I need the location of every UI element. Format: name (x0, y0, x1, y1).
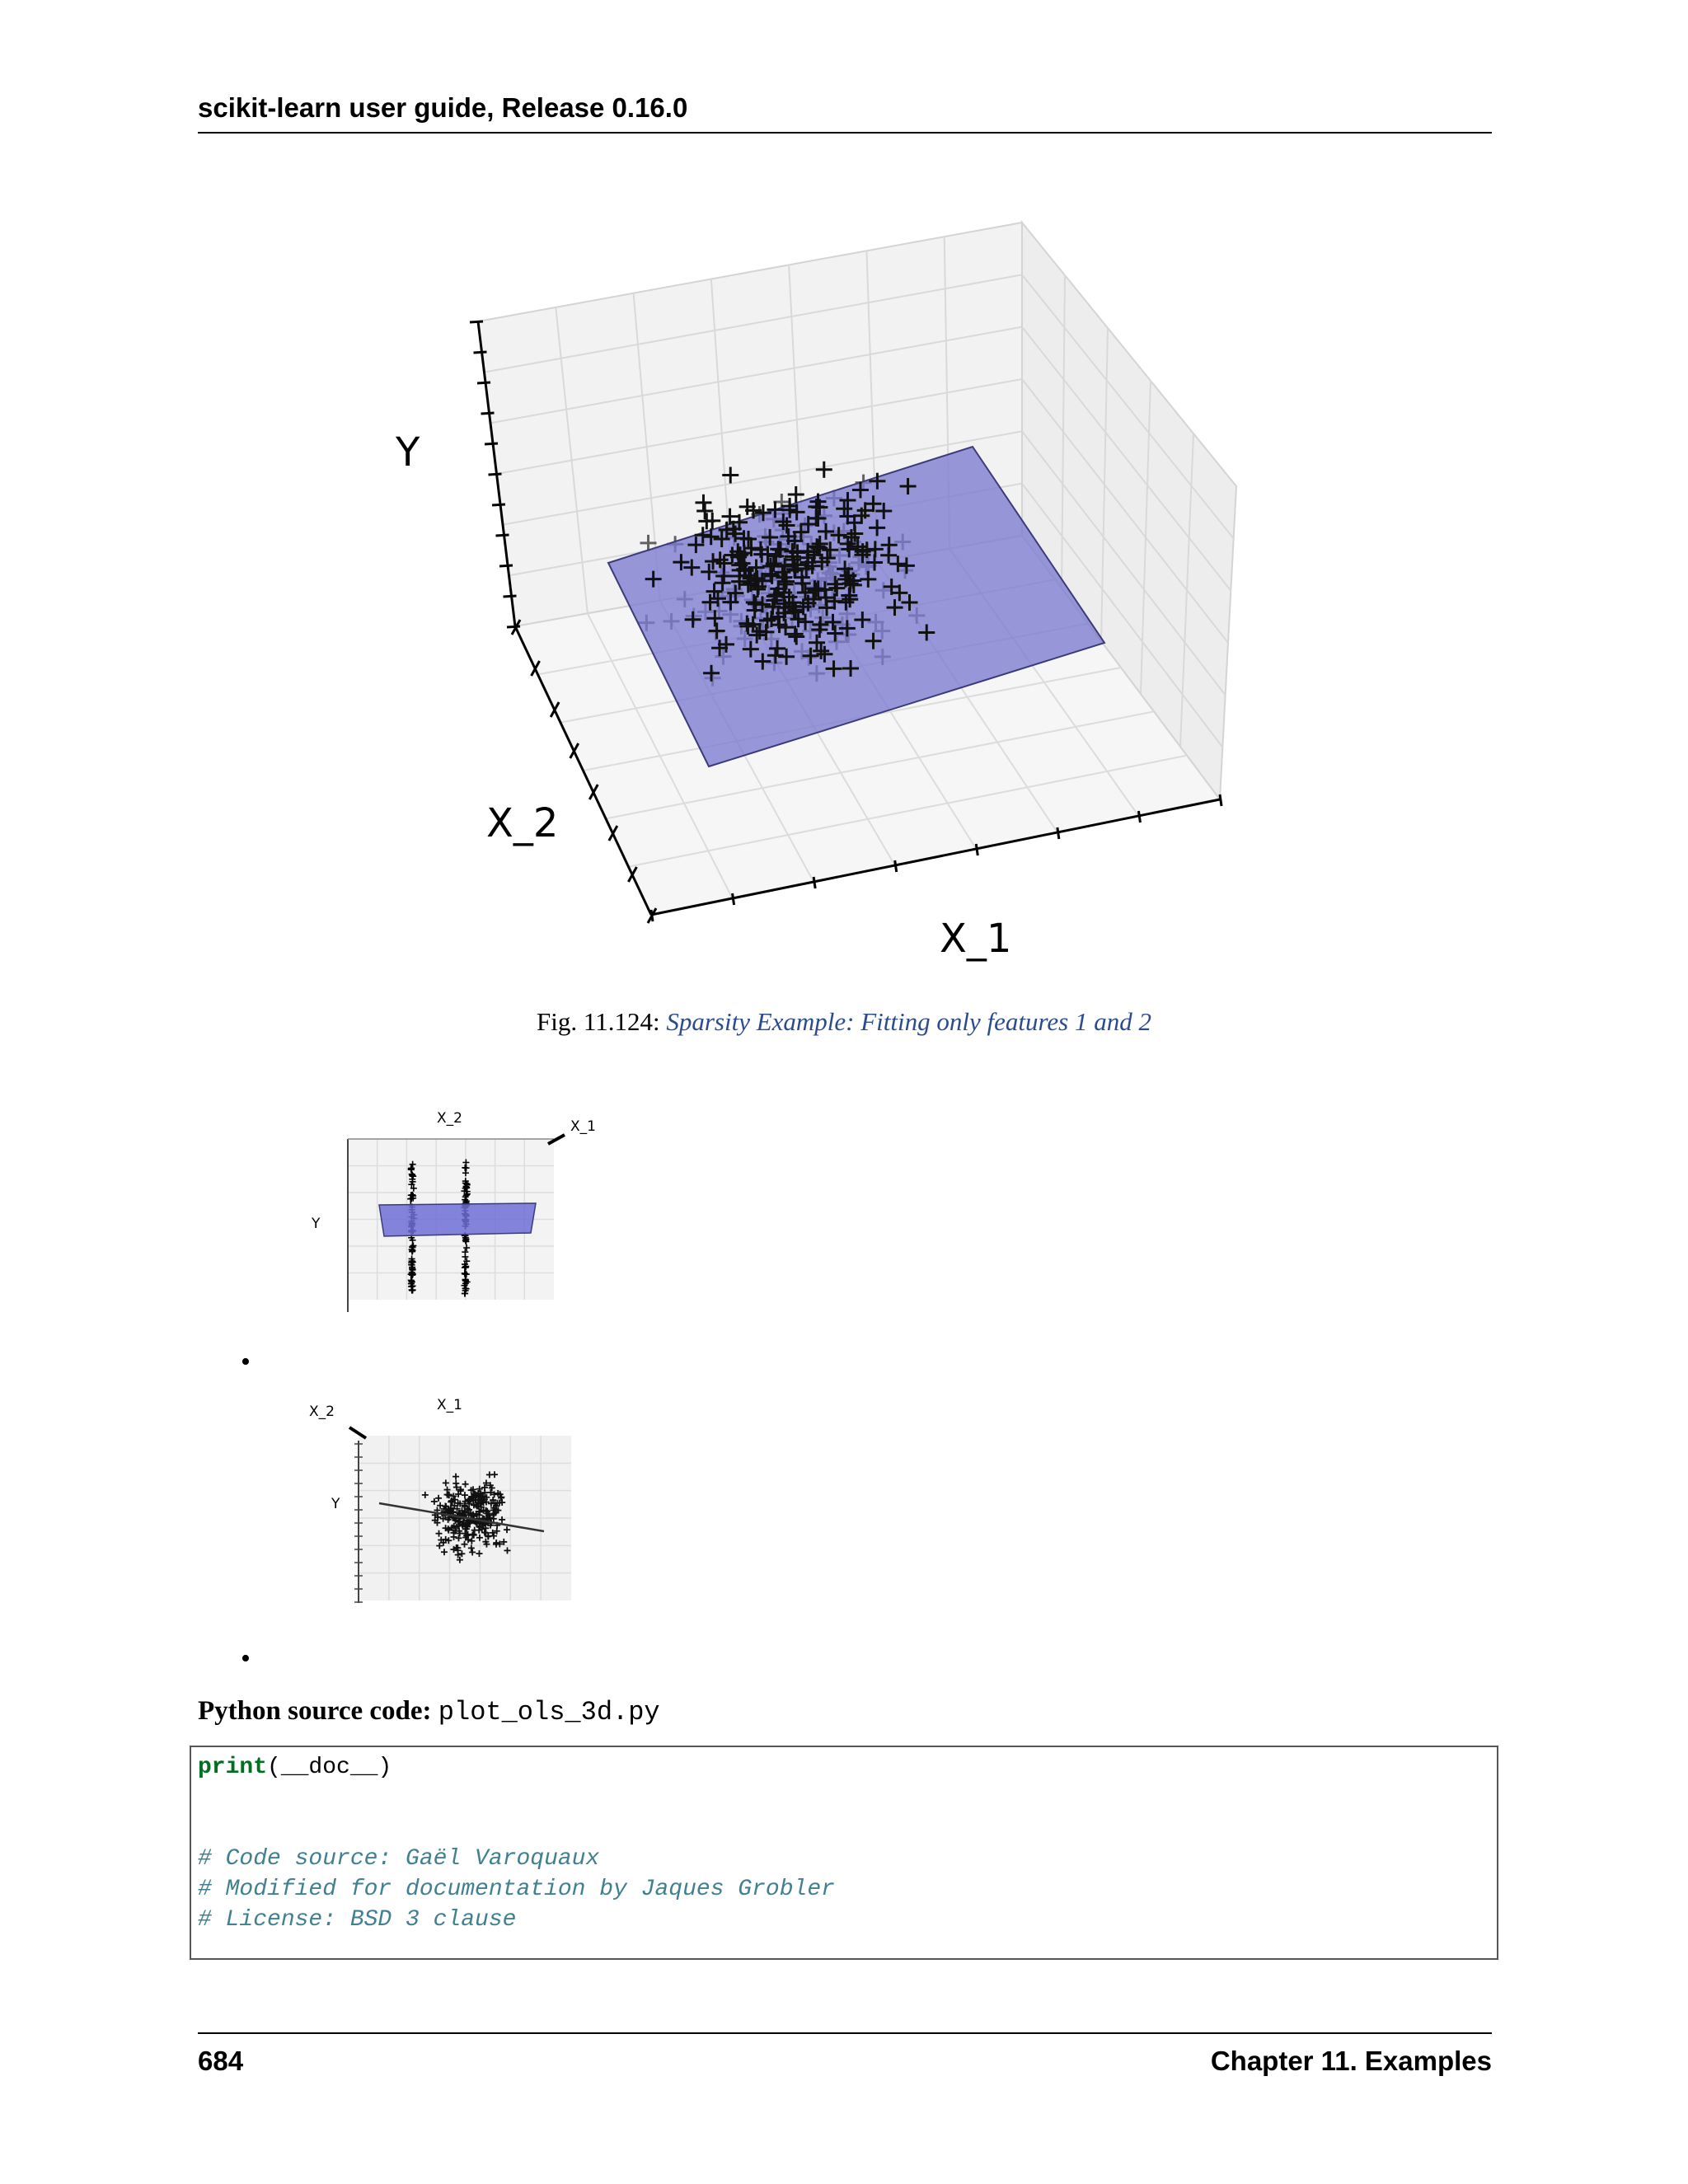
thumbnail-side-view[interactable] (297, 1393, 626, 1615)
tick (489, 474, 502, 475)
thumbnail-front-plot (297, 1096, 626, 1319)
tick (1220, 794, 1221, 806)
code-line-print (198, 1752, 1490, 1783)
code-comment-3: # License: BSD 3 clause (198, 1907, 517, 1933)
thumbnail-side-plot (297, 1393, 626, 1615)
tick (492, 504, 505, 505)
header-title: scikit-learn user guide, Release 0.16.0 (198, 92, 688, 123)
thumb2-x2-axis (349, 1427, 366, 1438)
code-print-args: (__doc__) (267, 1755, 392, 1780)
tick (1057, 827, 1059, 839)
thumb2-y-label: Y (331, 1496, 340, 1512)
tick (496, 535, 509, 536)
chapter-title: Chapter 11. Examples (1210, 2046, 1492, 2076)
tick (814, 877, 815, 888)
running-header (198, 92, 1492, 134)
code-block (190, 1746, 1498, 1960)
thumb2-x2-label: X_2 (309, 1404, 335, 1420)
thumb1-x1-label: X_1 (570, 1118, 596, 1135)
thumb1-plane (379, 1203, 536, 1236)
tick (470, 321, 483, 322)
caption-prefix: Fig. 11.124: (537, 1007, 660, 1036)
tick (976, 844, 978, 855)
main-3d-plot (363, 206, 1302, 972)
code-comment-2: # Modified for documentation by Jaques Grobler (198, 1877, 835, 1902)
tick (895, 860, 897, 872)
tick (499, 565, 513, 566)
source-filename-link[interactable]: plot_ols_3d.py (438, 1697, 660, 1727)
tick (1138, 811, 1140, 823)
thumb1-y-label: Y (312, 1216, 321, 1232)
code-keyword-print: print (198, 1755, 268, 1780)
x1-axis-label: X_1 (940, 916, 1012, 962)
tick (481, 413, 495, 414)
tick (485, 443, 498, 444)
source-code-label (198, 1696, 660, 1727)
tick (477, 382, 490, 383)
caption-title-link[interactable]: Sparsity Example: Fitting only features 1 and 2 (666, 1007, 1151, 1036)
code-comment-1: # Code source: Gaël Varoquaux (198, 1846, 600, 1872)
running-footer (198, 2032, 1492, 2077)
tick (504, 596, 517, 597)
y-axis-label: Y (396, 429, 420, 476)
tick (474, 352, 487, 353)
thumb1-x2-label: X_2 (437, 1110, 462, 1127)
source-label-text: Python source code: (198, 1696, 432, 1726)
thumbnail-front-view[interactable] (297, 1096, 626, 1319)
tick (507, 626, 520, 627)
thumb2-x1-label: X_1 (437, 1397, 462, 1413)
figure-caption (0, 1007, 1688, 1037)
tick (733, 893, 734, 905)
page-number: 684 (198, 2046, 244, 2076)
main-3d-figure (363, 206, 1302, 972)
tick (651, 910, 653, 921)
bullet-1: • (241, 1347, 251, 1377)
bullet-2: • (241, 1643, 251, 1674)
x2-axis-label: X_2 (486, 800, 559, 846)
